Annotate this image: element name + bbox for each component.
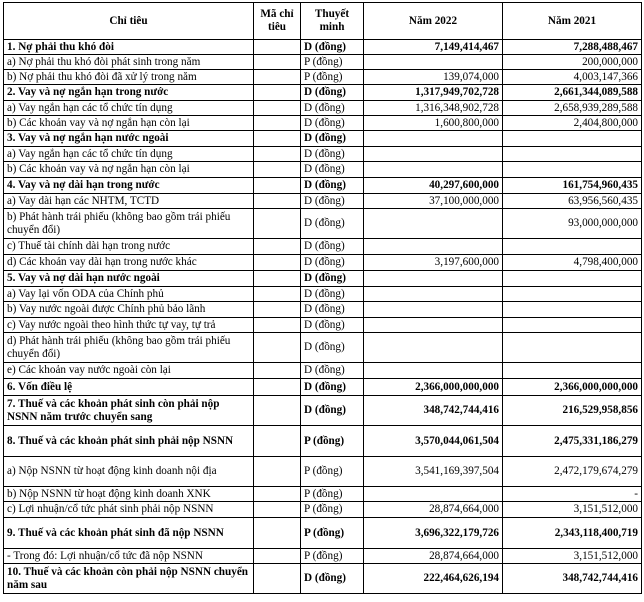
row-value-2021: 348,742,744,416 — [503, 564, 642, 594]
row-value-2022: 222,464,626,194 — [364, 564, 503, 594]
header-thuyet-minh: Thuyết minh — [301, 3, 364, 40]
row-value-2022 — [364, 487, 503, 502]
row-unit: P (đồng) — [301, 487, 364, 502]
row-value-2021: 2,366,000,000,000 — [503, 379, 642, 396]
row-unit: D (đồng) — [301, 40, 364, 55]
row-ma-chi-tieu — [254, 502, 301, 518]
row-value-2022: 40,297,600,000 — [364, 178, 503, 194]
row-unit: P (đồng) — [301, 549, 364, 564]
financial-table — [3, 2, 642, 594]
table-row — [4, 116, 642, 131]
row-ma-chi-tieu — [254, 147, 301, 162]
row-unit: D (đồng) — [301, 333, 364, 363]
row-value-2022 — [364, 162, 503, 178]
row-unit: P (đồng) — [301, 426, 364, 457]
row-label: 4. Vay và nợ dài hạn trong nước — [4, 178, 254, 194]
row-value-2021 — [503, 271, 642, 287]
row-unit: D (đồng) — [301, 255, 364, 271]
row-ma-chi-tieu — [254, 457, 301, 487]
row-value-2022 — [364, 363, 503, 379]
row-value-2022: 37,100,000,000 — [364, 194, 503, 209]
row-label: d) Các khoản vay dài hạn trong nước khác — [4, 255, 254, 271]
table-row — [4, 549, 642, 564]
row-value-2021 — [503, 333, 642, 363]
row-value-2022: 3,570,044,061,504 — [364, 426, 503, 457]
row-value-2022: 139,074,000 — [364, 70, 503, 85]
row-ma-chi-tieu — [254, 318, 301, 333]
row-unit: D (đồng) — [301, 379, 364, 396]
row-value-2021: 4,798,400,000 — [503, 255, 642, 271]
row-unit: P (đồng) — [301, 518, 364, 549]
table-header-row — [4, 3, 642, 40]
row-value-2022: 1,317,949,702,728 — [364, 85, 503, 101]
row-unit: P (đồng) — [301, 70, 364, 85]
row-ma-chi-tieu — [254, 255, 301, 271]
table-row — [4, 487, 642, 502]
row-label: 3. Vay và nợ ngắn hạn nước ngoài — [4, 131, 254, 147]
table-row — [4, 396, 642, 426]
row-unit: D (đồng) — [301, 209, 364, 239]
row-ma-chi-tieu — [254, 564, 301, 594]
row-unit: D (đồng) — [301, 85, 364, 101]
row-unit: D (đồng) — [301, 564, 364, 594]
header-nam-2022: Năm 2022 — [364, 3, 503, 40]
table-row — [4, 287, 642, 302]
row-value-2022 — [364, 318, 503, 333]
row-ma-chi-tieu — [254, 101, 301, 116]
row-value-2021 — [503, 363, 642, 379]
row-value-2021 — [503, 318, 642, 333]
row-label: 7. Thuế và các khoản phát sinh còn phải nộp NSNN năm trước chuyển sang — [4, 396, 254, 426]
row-value-2021: 2,475,331,186,279 — [503, 426, 642, 457]
table-row — [4, 209, 642, 239]
table-row — [4, 502, 642, 518]
row-value-2021: 2,472,179,674,279 — [503, 457, 642, 487]
table-row — [4, 131, 642, 147]
row-unit: D (đồng) — [301, 302, 364, 318]
table-row — [4, 302, 642, 318]
row-ma-chi-tieu — [254, 116, 301, 131]
row-label: b) Nợ phải thu khó đòi đã xử lý trong năm — [4, 70, 254, 85]
row-value-2021: 3,151,512,000 — [503, 549, 642, 564]
row-label: a) Vay ngắn hạn các tổ chức tín dụng — [4, 147, 254, 162]
row-unit: D (đồng) — [301, 239, 364, 255]
row-unit: D (đồng) — [301, 363, 364, 379]
row-value-2021 — [503, 162, 642, 178]
row-label: c) Lợi nhuận/cổ tức phát sinh phải nộp NSNN — [4, 502, 254, 518]
row-ma-chi-tieu — [254, 131, 301, 147]
row-ma-chi-tieu — [254, 487, 301, 502]
table-row — [4, 333, 642, 363]
row-ma-chi-tieu — [254, 178, 301, 194]
row-value-2021 — [503, 302, 642, 318]
row-unit: D (đồng) — [301, 318, 364, 333]
table-row — [4, 162, 642, 178]
row-label: - Trong đó: Lợi nhuận/cổ tức đã nộp NSNN — [4, 549, 254, 564]
row-label: 9. Thuế và các khoản phát sinh đã nộp NSNN — [4, 518, 254, 549]
row-label: a) Vay dài hạn các NHTM, TCTD — [4, 194, 254, 209]
row-value-2021: 2,343,118,400,719 — [503, 518, 642, 549]
table-row — [4, 363, 642, 379]
row-ma-chi-tieu — [254, 363, 301, 379]
row-value-2021: 4,003,147,366 — [503, 70, 642, 85]
row-value-2022: 1,316,348,902,728 — [364, 101, 503, 116]
row-label: b) Vay nước ngoài được Chính phủ bảo lãnh — [4, 302, 254, 318]
header-ma-chi-tieu: Mã chỉ tiêu — [254, 3, 301, 40]
row-value-2022: 3,696,322,179,726 — [364, 518, 503, 549]
header-chi-tieu: Chỉ tiêu — [4, 3, 254, 40]
row-unit: P (đồng) — [301, 55, 364, 70]
table-row — [4, 518, 642, 549]
row-value-2022 — [364, 147, 503, 162]
row-label: a) Vay lại vốn ODA của Chính phủ — [4, 287, 254, 302]
row-label: a) Vay ngắn hạn các tổ chức tín dụng — [4, 101, 254, 116]
row-label: c) Vay nước ngoài theo hình thức tự vay, tự trả — [4, 318, 254, 333]
row-ma-chi-tieu — [254, 396, 301, 426]
table-row — [4, 178, 642, 194]
row-value-2022 — [364, 302, 503, 318]
row-ma-chi-tieu — [254, 40, 301, 55]
row-ma-chi-tieu — [254, 549, 301, 564]
row-value-2021 — [503, 147, 642, 162]
row-value-2021: 2,658,939,289,588 — [503, 101, 642, 116]
row-label: a) Nộp NSNN từ hoạt động kinh doanh nội địa — [4, 457, 254, 487]
row-unit: P (đồng) — [301, 502, 364, 518]
row-ma-chi-tieu — [254, 209, 301, 239]
row-value-2022: 28,874,664,000 — [364, 502, 503, 518]
row-unit: D (đồng) — [301, 131, 364, 147]
row-label: 6. Vốn điều lệ — [4, 379, 254, 396]
row-ma-chi-tieu — [254, 85, 301, 101]
table-row — [4, 85, 642, 101]
row-unit: P (đồng) — [301, 457, 364, 487]
row-value-2021: 7,288,488,467 — [503, 40, 642, 55]
row-value-2021: 3,151,512,000 — [503, 502, 642, 518]
row-value-2022 — [364, 239, 503, 255]
row-label: 5. Vay và nợ dài hạn nước ngoài — [4, 271, 254, 287]
row-ma-chi-tieu — [254, 239, 301, 255]
row-label: 8. Thuế và các khoản phát sinh phải nộp NSNN — [4, 426, 254, 457]
row-value-2021: - — [503, 487, 642, 502]
row-value-2021 — [503, 131, 642, 147]
row-label: d) Phát hành trái phiếu (không bao gồm trái phiếu chuyển đổi) — [4, 333, 254, 363]
row-value-2022: 2,366,000,000,000 — [364, 379, 503, 396]
row-value-2021: 161,754,960,435 — [503, 178, 642, 194]
table-row — [4, 239, 642, 255]
row-value-2022: 3,541,169,397,504 — [364, 457, 503, 487]
header-nam-2021: Năm 2021 — [503, 3, 642, 40]
row-unit: D (đồng) — [301, 116, 364, 131]
row-label: e) Các khoản vay nước ngoài còn lại — [4, 363, 254, 379]
row-unit: D (đồng) — [301, 287, 364, 302]
row-ma-chi-tieu — [254, 379, 301, 396]
row-ma-chi-tieu — [254, 518, 301, 549]
row-value-2022: 348,742,744,416 — [364, 396, 503, 426]
row-value-2021: 63,956,560,435 — [503, 194, 642, 209]
row-label: 2. Vay và nợ ngắn hạn trong nước — [4, 85, 254, 101]
row-unit: D (đồng) — [301, 396, 364, 426]
row-value-2022: 7,149,414,467 — [364, 40, 503, 55]
row-label: c) Thuế tài chính dài hạn trong nước — [4, 239, 254, 255]
table-row — [4, 318, 642, 333]
table-row — [4, 70, 642, 85]
row-value-2022 — [364, 131, 503, 147]
row-unit: D (đồng) — [301, 178, 364, 194]
row-value-2022 — [364, 333, 503, 363]
row-value-2021 — [503, 287, 642, 302]
table-row — [4, 255, 642, 271]
row-value-2021 — [503, 239, 642, 255]
row-unit: D (đồng) — [301, 162, 364, 178]
row-ma-chi-tieu — [254, 333, 301, 363]
row-value-2022: 3,197,600,000 — [364, 255, 503, 271]
row-value-2022 — [364, 55, 503, 70]
table-row — [4, 426, 642, 457]
row-ma-chi-tieu — [254, 70, 301, 85]
row-label: b) Phát hành trái phiếu (không bao gồm trái phiếu chuyển đổi) — [4, 209, 254, 239]
table-row — [4, 40, 642, 55]
table-row — [4, 55, 642, 70]
row-ma-chi-tieu — [254, 287, 301, 302]
row-unit: D (đồng) — [301, 101, 364, 116]
row-value-2022: 28,874,664,000 — [364, 549, 503, 564]
row-ma-chi-tieu — [254, 426, 301, 457]
row-label: b) Nộp NSNN từ hoạt động kinh doanh XNK — [4, 487, 254, 502]
row-label: b) Các khoản vay và nợ ngắn hạn còn lại — [4, 116, 254, 131]
row-ma-chi-tieu — [254, 55, 301, 70]
row-label: b) Các khoản vay và nợ ngắn hạn còn lại — [4, 162, 254, 178]
row-unit: D (đồng) — [301, 194, 364, 209]
table-row — [4, 147, 642, 162]
table-row — [4, 457, 642, 487]
row-value-2022 — [364, 271, 503, 287]
row-value-2022 — [364, 287, 503, 302]
row-label: 1. Nợ phải thu khó đòi — [4, 40, 254, 55]
row-value-2021: 216,529,958,856 — [503, 396, 642, 426]
row-ma-chi-tieu — [254, 162, 301, 178]
row-unit: D (đồng) — [301, 147, 364, 162]
table-row — [4, 271, 642, 287]
row-ma-chi-tieu — [254, 271, 301, 287]
table-row — [4, 564, 642, 594]
table-row — [4, 379, 642, 396]
row-value-2021: 2,404,800,000 — [503, 116, 642, 131]
row-ma-chi-tieu — [254, 194, 301, 209]
row-value-2021: 93,000,000,000 — [503, 209, 642, 239]
row-label: a) Nợ phải thu khó đòi phát sinh trong năm — [4, 55, 254, 70]
table-body — [4, 40, 642, 594]
row-value-2022 — [364, 209, 503, 239]
row-ma-chi-tieu — [254, 302, 301, 318]
row-label: 10. Thuế và các khoản còn phải nộp NSNN chuyển năm sau — [4, 564, 254, 594]
row-unit: D (đồng) — [301, 271, 364, 287]
row-value-2021: 2,661,344,089,588 — [503, 85, 642, 101]
row-value-2022: 1,600,800,000 — [364, 116, 503, 131]
row-value-2021: 200,000,000 — [503, 55, 642, 70]
table-row — [4, 101, 642, 116]
table-row — [4, 194, 642, 209]
